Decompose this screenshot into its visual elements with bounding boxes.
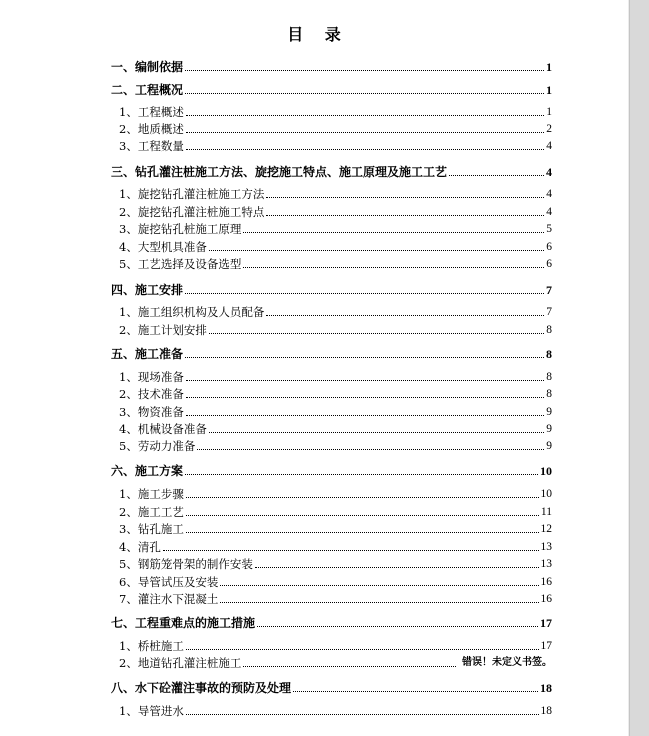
toc-dot-leader xyxy=(186,379,544,381)
toc-section-entry[interactable] xyxy=(119,521,552,537)
toc-section-entry[interactable] xyxy=(119,539,552,555)
vertical-scrollbar[interactable] xyxy=(629,0,649,736)
toc-dot-leader xyxy=(185,473,538,475)
toc-dot-leader xyxy=(186,148,544,150)
toc-entry-page-number: 4 xyxy=(546,165,552,179)
toc-title-char-1: 目 xyxy=(287,25,304,44)
toc-entry-label: 4、机械设备准备 xyxy=(119,422,207,436)
toc-dot-leader xyxy=(186,514,539,516)
toc-entry-label: 2、地质概述 xyxy=(119,122,184,136)
toc-dot-leader xyxy=(186,414,544,416)
toc-entry-page-number: 4 xyxy=(546,188,552,200)
toc-entry-label: 1、导管进水 xyxy=(119,704,184,718)
toc-section-entry[interactable] xyxy=(119,421,552,437)
toc-entry-page-number: 17 xyxy=(540,640,552,652)
toc-dot-leader xyxy=(220,601,538,603)
toc-dot-leader xyxy=(243,231,544,233)
toc-entry-label: 二、工程概况 xyxy=(111,83,184,97)
toc-section-entry[interactable] xyxy=(119,504,552,520)
toc-entry-page-number: 1 xyxy=(546,106,552,118)
toc-entry-page-number: 2 xyxy=(546,123,552,135)
toc-entry-label: 三、钻孔灌注桩施工方法、旋挖施工特点、施工原理及施工工艺 xyxy=(111,165,448,179)
toc-entry-label: 六、施工方案 xyxy=(111,464,184,478)
toc-dot-leader xyxy=(186,713,539,715)
toc-dot-leader xyxy=(266,196,544,198)
toc-dot-leader xyxy=(186,396,544,398)
toc-entry-label: 7、灌注水下混凝土 xyxy=(119,592,219,606)
toc-section-entry[interactable] xyxy=(119,138,552,154)
toc-entry-page-number: 18 xyxy=(540,705,552,717)
toc-section-entry[interactable] xyxy=(119,638,552,654)
toc-entry-page-number: 11 xyxy=(540,506,552,518)
toc-entry-page-number: 6 xyxy=(546,258,552,270)
toc-dot-leader xyxy=(266,314,544,316)
toc-section-entry[interactable] xyxy=(119,556,552,572)
toc-entry-label: 4、清孔 xyxy=(119,540,161,554)
toc-entry-label: 2、施工工艺 xyxy=(119,505,184,519)
toc-section-entry[interactable] xyxy=(119,574,552,590)
toc-chapter-entry[interactable] xyxy=(111,346,552,362)
toc-section-entry[interactable] xyxy=(119,104,552,120)
toc-entry-label: 1、工程概述 xyxy=(119,105,184,119)
toc-dot-leader xyxy=(243,665,456,667)
toc-entry-page-number: 8 xyxy=(546,347,552,361)
toc-entry-label: 一、编制依据 xyxy=(111,60,184,74)
toc-entry-label: 3、旋挖钻孔桩施工原理 xyxy=(119,222,242,236)
toc-chapter-entry[interactable] xyxy=(111,164,552,180)
toc-dot-leader xyxy=(209,332,544,334)
toc-section-entry[interactable] xyxy=(119,121,552,137)
toc-chapter-entry[interactable] xyxy=(111,680,552,696)
toc-dot-leader xyxy=(185,356,544,358)
toc-dot-leader xyxy=(186,648,539,650)
toc-entry-label: 1、施工步骤 xyxy=(119,487,184,501)
toc-dot-leader xyxy=(186,114,544,116)
toc-dot-leader xyxy=(257,625,538,627)
toc-section-entry[interactable] xyxy=(119,322,552,338)
toc-section-entry[interactable] xyxy=(119,438,552,454)
toc-entry-label: 2、技术准备 xyxy=(119,387,184,401)
toc-dot-leader xyxy=(163,549,539,551)
toc-entry-label: 1、施工组织机构及人员配备 xyxy=(119,305,265,319)
toc-entry-page-number: 7 xyxy=(546,283,552,297)
toc-dot-leader xyxy=(185,69,544,71)
toc-entry-label: 3、工程数量 xyxy=(119,139,184,153)
toc-section-entry[interactable] xyxy=(119,386,552,402)
toc-entry-page-number: 8 xyxy=(546,324,552,336)
toc-entry-page-number: 4 xyxy=(546,206,552,218)
toc-entry-page-number: 9 xyxy=(546,406,552,418)
toc-entry-page-number: 4 xyxy=(546,140,552,152)
toc-chapter-entry[interactable] xyxy=(111,282,552,298)
toc-dot-leader xyxy=(243,266,544,268)
toc-chapter-entry[interactable] xyxy=(111,59,552,75)
toc-dot-leader xyxy=(266,214,544,216)
toc-entry-label: 2、旋挖钻孔灌注桩施工特点 xyxy=(119,205,265,219)
toc-dot-leader xyxy=(197,448,544,450)
toc-entry-page-number: 7 xyxy=(546,306,552,318)
toc-entry-label: 2、施工计划安排 xyxy=(119,323,207,337)
toc-entry-label: 3、物资准备 xyxy=(119,405,184,419)
toc-section-entry[interactable] xyxy=(119,591,552,607)
toc-chapter-entry[interactable] xyxy=(111,82,552,98)
toc-section-entry[interactable] xyxy=(119,239,552,255)
toc-entry-page-number: 8 xyxy=(546,388,552,400)
toc-entry-label: 5、钢筋笼骨架的制作安装 xyxy=(119,557,253,571)
toc-dot-leader xyxy=(209,249,544,251)
toc-entry-label: 七、工程重难点的施工措施 xyxy=(111,616,256,630)
toc-entry-page-number: 17 xyxy=(540,616,552,630)
toc-dot-leader xyxy=(185,292,544,294)
toc-dot-leader xyxy=(293,690,538,692)
toc-chapter-entry[interactable] xyxy=(111,463,552,479)
toc-entry-label: 6、导管试压及安装 xyxy=(119,575,219,589)
toc-dot-leader xyxy=(186,496,539,498)
toc-entry-page-number: 16 xyxy=(540,576,552,588)
toc-section-entry[interactable] xyxy=(119,186,552,202)
toc-entry-page-number: 10 xyxy=(540,464,552,478)
toc-entry-label: 1、现场准备 xyxy=(119,370,184,384)
toc-section-entry[interactable] xyxy=(119,369,552,385)
toc-entry-page-number: 9 xyxy=(546,423,552,435)
toc-section-entry[interactable] xyxy=(119,221,552,237)
toc-section-entry[interactable] xyxy=(119,256,552,272)
toc-entry-label: 1、桥桩施工 xyxy=(119,639,184,653)
toc-entry-page-number: 13 xyxy=(540,541,552,553)
toc-section-entry[interactable] xyxy=(119,204,552,220)
toc-entry-label: 4、大型机具准备 xyxy=(119,240,207,254)
toc-section-entry[interactable] xyxy=(119,655,552,671)
toc-entry-page-number: 12 xyxy=(540,523,552,535)
toc-entry-label: 5、劳动力准备 xyxy=(119,439,196,453)
toc-entry-label: 四、施工安排 xyxy=(111,283,184,297)
toc-entry-label: 3、钻孔施工 xyxy=(119,522,184,536)
toc-entry-page-number: 8 xyxy=(546,371,552,383)
toc-entry-page-number: 1 xyxy=(546,83,552,97)
toc-dot-leader xyxy=(185,92,544,94)
toc-section-entry[interactable] xyxy=(119,703,552,719)
toc-dot-leader xyxy=(220,584,538,586)
toc-dot-leader xyxy=(186,131,544,133)
toc-entry-page-number: 6 xyxy=(546,241,552,253)
toc-dot-leader xyxy=(449,174,544,176)
toc-entry-label: 1、旋挖钻孔灌注桩施工方法 xyxy=(119,187,265,201)
toc-entry-error: 错误！未定义书签。 xyxy=(462,657,552,668)
toc-entry-label: 八、水下砼灌注事故的预防及处理 xyxy=(111,681,292,695)
toc-dot-leader xyxy=(209,431,544,433)
toc-entry-page-number: 1 xyxy=(546,60,552,74)
toc-entry-page-number: 9 xyxy=(546,440,552,452)
toc-entry-label: 2、地道钻孔灌注桩施工 xyxy=(119,656,242,670)
toc-title-char-2: 录 xyxy=(324,25,341,44)
toc-entry-page-number: 5 xyxy=(546,223,552,235)
toc-entry-page-number: 13 xyxy=(540,558,552,570)
toc-section-entry[interactable] xyxy=(119,304,552,320)
toc-entry-label: 5、工艺选择及设备选型 xyxy=(119,257,242,271)
toc-dot-leader xyxy=(186,531,539,533)
toc-dot-leader xyxy=(255,566,539,568)
toc-chapter-entry[interactable] xyxy=(111,615,552,631)
toc-section-entry[interactable] xyxy=(119,404,552,420)
toc-entry-page-number: 18 xyxy=(540,681,552,695)
toc-section-entry[interactable] xyxy=(119,486,552,502)
toc-entry-page-number: 16 xyxy=(540,593,552,605)
toc-entry-label: 五、施工准备 xyxy=(111,347,184,361)
toc-entry-page-number: 10 xyxy=(540,488,552,500)
